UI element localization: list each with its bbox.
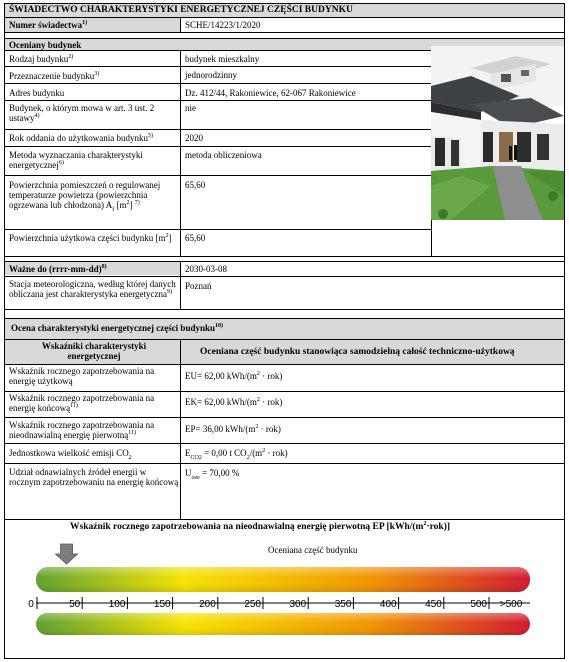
building-purpose-value: jednorodzinny: [185, 70, 237, 80]
validity-label: Ważne do (rrrr-mm-dd)$^{8)}$: [9, 264, 107, 274]
art3-value: nie: [185, 103, 196, 113]
ep-tick-label: 400: [379, 599, 397, 610]
ep-tick-label: 500: [470, 599, 487, 610]
evaluation-section-title: Ocena charakterystyki energetycznej części budynku$^{10)}$: [11, 323, 223, 333]
ek-value: EK= 62,00 kWh/$(m^2 \cdot rok)$: [185, 397, 283, 407]
co2-value: $E_{CO2} = 0,00$ t $CO_2/(m^2 \cdot rok)$: [185, 448, 288, 461]
ep-tick-label: 300: [289, 599, 307, 610]
ek-label: Wskaźnik rocznego zapotrzebowania na energię końcową$^{11)}$: [9, 393, 155, 413]
assessed-part-column-header: Oceniana część budynku stanowiąca samodzielną całość techniczno-użytkową: [200, 347, 515, 357]
ep-scale-title: Wskaźnik rocznego zapotrzebowania na nieodnawialną energię pierwotną EP $[kWh/(m^2\cdot rok)]$: [70, 520, 451, 532]
ep-tick-label: 150: [153, 599, 171, 610]
commission-year-label: Rok oddania do użytkowania budynku$^{5)}$: [9, 133, 153, 143]
ep-tick-label: 50: [69, 599, 81, 610]
building-purpose-label: Przeznaczenie budynku$^{3)}$: [9, 71, 100, 81]
indicator-column-header: Wskaźniki charakterystyki energetycznej: [41, 341, 147, 361]
building-address-label: Adres budynku: [9, 88, 65, 98]
ep-tick-label: 0: [28, 599, 34, 610]
ep-tick-label: 250: [244, 599, 261, 610]
ep-label: Wskaźnik rocznego zapotrzebowania na nieodnawialną energię pierwotną$^{11)}$: [9, 420, 155, 440]
renewable-share-label: Udział odnawialnych źródeł energii w rocznym zapotrzebowaniu na energię końcową: [9, 467, 179, 487]
ep-tick-label: 450: [425, 599, 442, 610]
heated-area-label: Powierzchnia pomieszczeń o regulowanej temperaturze powietrza (powierzchnia ogrzewana lub chłodzona) $A_f$ $[m^2]$ $^{7)}$: [9, 180, 161, 213]
number-label: Numer świadectwa$^{1)}$: [9, 20, 88, 30]
art3-label: Budynek, o którym mowa w art. 3 ust. 2 ustawy$^{4)}$: [9, 103, 155, 123]
house-render-icon: [431, 46, 564, 220]
building-type-label: Rodzaj budynku$^{2)}$: [9, 54, 74, 64]
ep-tick-label: >500: [499, 599, 523, 610]
usable-area-value: 65,60: [185, 233, 206, 243]
document-title: ŚWIADECTWO CHARAKTERYSTYKI ENERGETYCZNEJ CZĘŚCI BUDYNKU: [9, 5, 353, 15]
building-photo: [431, 46, 564, 220]
validity-value: 2030-03-08: [185, 264, 227, 274]
eu-value: EU= 62,00 kWh/$(m^2 \cdot rok)$: [185, 371, 283, 381]
station-value: Poznań: [185, 281, 212, 291]
method-value: metoda obliczeniowa: [185, 150, 262, 160]
building-address-value: Dz. 412/44, Rakoniewice, 62-067 Rakoniewice: [185, 88, 356, 98]
renewable-share-value: $U_{oze} = 70,00$ %: [185, 468, 240, 481]
building-type-value: budynek mieszkalny: [185, 54, 260, 64]
commission-year-value: 2020: [185, 133, 203, 143]
assessed-part-marker-label: Oceniana część budynku: [268, 545, 358, 555]
ep-tick-label: 100: [108, 599, 126, 610]
station-label: Stacja meteorologiczna, według której danych obliczana jest charakterystyka energetyczna$^{9)}$: [9, 279, 176, 299]
heated-area-value: 65,60: [185, 180, 206, 190]
ep-tick-label: 350: [334, 599, 352, 610]
method-label: Metoda wyznaczania charakterystyki energetycznej$^{6)}$: [9, 150, 143, 170]
ep-tick-label: 200: [199, 599, 216, 610]
certificate-number: SCHE/14223/1/2020: [185, 20, 261, 30]
eu-label: Wskaźnik rocznego zapotrzebowania na energię użytkową: [9, 366, 155, 386]
building-section-title: Oceniany budynek: [9, 40, 82, 50]
usable-area-label: Powierzchnia użytkowa części budynku $[m^2]$: [9, 233, 172, 243]
ep-value: EP= 36,00 kWh/$(m^2 \cdot rok)$: [185, 424, 281, 434]
co2-label: Jednostkowa wielkość emisji $CO_2$: [9, 448, 132, 461]
